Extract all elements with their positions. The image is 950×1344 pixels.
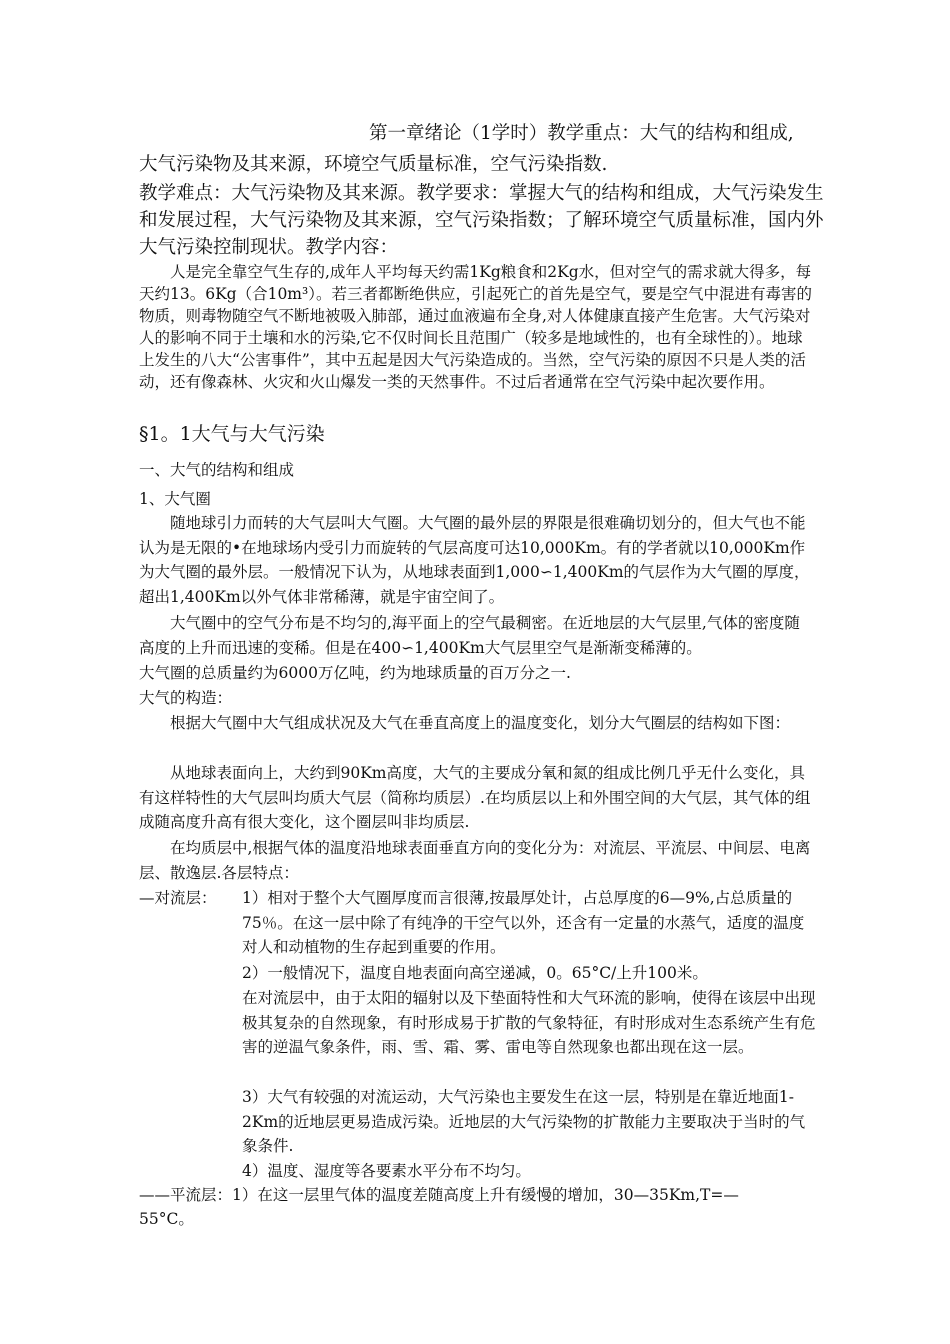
troposphere-item-2-detail: 在对流层中，由于太阳的辐射以及下垫面特性和大气环流的影响，使得在该层中出现极其复杂的自然现象，有时形成易于扩散的气象特征，有时形成对生态系统产生有危害的逆温气象条件，雨、雪、霜、雾、雷电等自然现象也都出现在这一层。: [242, 989, 816, 1056]
troposphere-item-4: 4）温度、湿度等各要素水平分布不均匀。: [242, 1162, 531, 1180]
paragraph-atmosphere-mass: 大气圈的总质量约为6000万亿吨，约为地球质量的百万分之一.: [139, 664, 571, 682]
section-title: §1。1大气与大气污染: [139, 423, 325, 445]
structure-heading: 大气的构造：: [139, 689, 233, 707]
stratosphere-item-1: 1）在这一层里气体的温度差随高度上升有缓慢的增加，30—35Km,T=—: [232, 1186, 739, 1204]
troposphere-label: —对流层：: [139, 889, 217, 907]
intro-paragraph: 人是完全靠空气生存的,成年人平均每天约需1Kg粮食和2Kg水，但对空气的需求就大得多，每天约13。6Kg（合10m³）。若三者都断绝供应，引起死亡的首先是空气，要是空气中混进有毒害的物质，则毒物随空气不断地被吸入肺部，通过血液遍布全身,对人体健康直接产生危害。大气污染对人的影响不同于土壤和水的污染,它不仅时间长且范围广（较多是地域性的，也有全球性的）。地球上发生的八大“公害事件”，其中五起是因大气污染造成的。当然，空气污染的原因不只是人类的活动，还有像森林、火灾和火山爆发一类的天然事件。不过后者通常在空气污染中起次要作用。: [139, 263, 812, 391]
paragraph-air-distribution: 大气圈中的空气分布是不均匀的,海平面上的空气最稠密。在近地层的大气层里,气体的密度随高度的上升而迅速的变稀。但是在400∽1,400Km大气层里空气是渐渐变稀薄的。: [139, 614, 800, 657]
stratosphere-item-1-continued: 55°C。: [139, 1210, 194, 1228]
troposphere-item-2: 2）一般情况下，温度自地表面向高空递减，0。65°C/上升100米。: [242, 964, 708, 982]
paragraph-atmosphere-definition: 随地球引力而转的大气层叫大气圈。大气圈的最外层的界限是很难确切划分的，但大气也不能认为是无限的•在地球场内受引力而旋转的气层高度可达10,000Km。有的学者就以10,000Km作为大气圈的最外层。一般情况下认为，从地球表面到1,000∽1,400Km的气层作为大气圈的厚度，超出1,400Km以外气体非常稀薄，就是宇宙空间了。: [139, 514, 810, 606]
stratosphere-label: ——平流层：: [139, 1186, 233, 1204]
paragraph-layer-division: 根据大气圈中大气组成状况及大气在垂直高度上的温度变化，划分大气圈层的结构如下图：: [170, 714, 791, 732]
paragraph-layers: 在均质层中,根据气体的温度沿地球表面垂直方向的变化分为：对流层、平流层、中间层、电离层、散逸层.各层特点：: [139, 839, 811, 882]
troposphere-item-1: 1）相对于整个大气圈厚度而言很薄,按最厚处计，占总厚度的6—9%,占总质量的75％。在这一层中除了有纯净的干空气以外，还含有一定量的水蒸气，适度的温度对人和动植物的生存起到重要的作用。: [242, 889, 805, 956]
header-line-2: 大气污染物及其来源，环境空气质量标准，空气污染指数.: [139, 154, 608, 175]
subsection-structure-composition: 一、大气的结构和组成: [139, 461, 295, 479]
teaching-difficulty: 教学难点：大气污染物及其来源。教学要求：掌握大气的结构和组成，大气污染发生和发展过程，大气污染物及其来源，空气污染指数；了解环境空气质量标准，国内外大气污染控制现状。教学内容：: [139, 183, 824, 258]
stratosphere-line-1: [139, 1183, 819, 1208]
paragraph-homosphere: 从地球表面向上，大约到90Km高度，大气的主要成分氧和氮的组成比例几乎无什么变化，具有这样特性的大气层叫均质大气层（简称均质层）.在均质层以上和外围空间的大气层，其气体的组成随高度升高有很大变化，这个圈层叫非均质层.: [139, 764, 811, 831]
header-line-1: 第一章绪论（1学时）教学重点：大气的结构和组成,: [369, 123, 794, 144]
troposphere-item-3: 3）大气有较强的对流运动，大气污染也主要发生在这一层，特别是在靠近地面1-2Km的近地层更易造成污染。近地层的大气污染物的扩散能力主要取决于当时的气象条件.: [242, 1088, 806, 1155]
subsection-atmosphere: 1、大气圈: [139, 490, 211, 508]
